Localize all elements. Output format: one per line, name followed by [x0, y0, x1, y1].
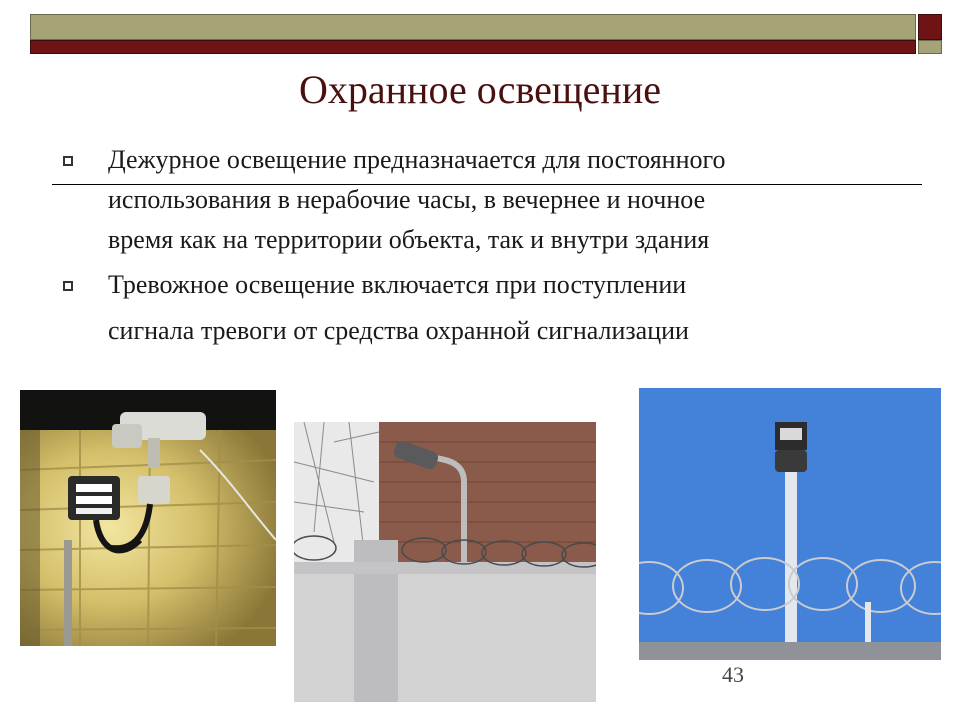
- slide-title: Охранное освещение: [299, 67, 661, 112]
- bullet-square-icon: [63, 156, 73, 166]
- photo-wall-streetlamp: [294, 422, 596, 702]
- header-square-olive: [918, 40, 942, 54]
- bullet-line: Дежурное освещение предназначается для постоянного: [108, 145, 726, 174]
- bullet-line: сигнала тревоги от средства охранной сигнализации: [108, 316, 689, 345]
- bullet-line: время как на территории объекта, так и внутри здания: [108, 225, 710, 254]
- page-number: 43: [722, 662, 744, 687]
- header-square-maroon: [918, 14, 942, 40]
- photo-wall-floodlight: [20, 390, 276, 646]
- bullet-item: [108, 265, 888, 351]
- header-band-maroon: [30, 40, 916, 54]
- title-divider-line: [52, 184, 922, 185]
- bullet-square-icon: [63, 281, 73, 291]
- photo-pole-floodlight: [639, 388, 941, 660]
- bullet-line: Тревожное освещение включается при поступлении: [108, 270, 687, 299]
- bullet-line: использования в нерабочие часы, в вечернее и ночное: [108, 185, 706, 214]
- header-band-olive: [30, 14, 916, 40]
- bullet-item: [108, 140, 888, 260]
